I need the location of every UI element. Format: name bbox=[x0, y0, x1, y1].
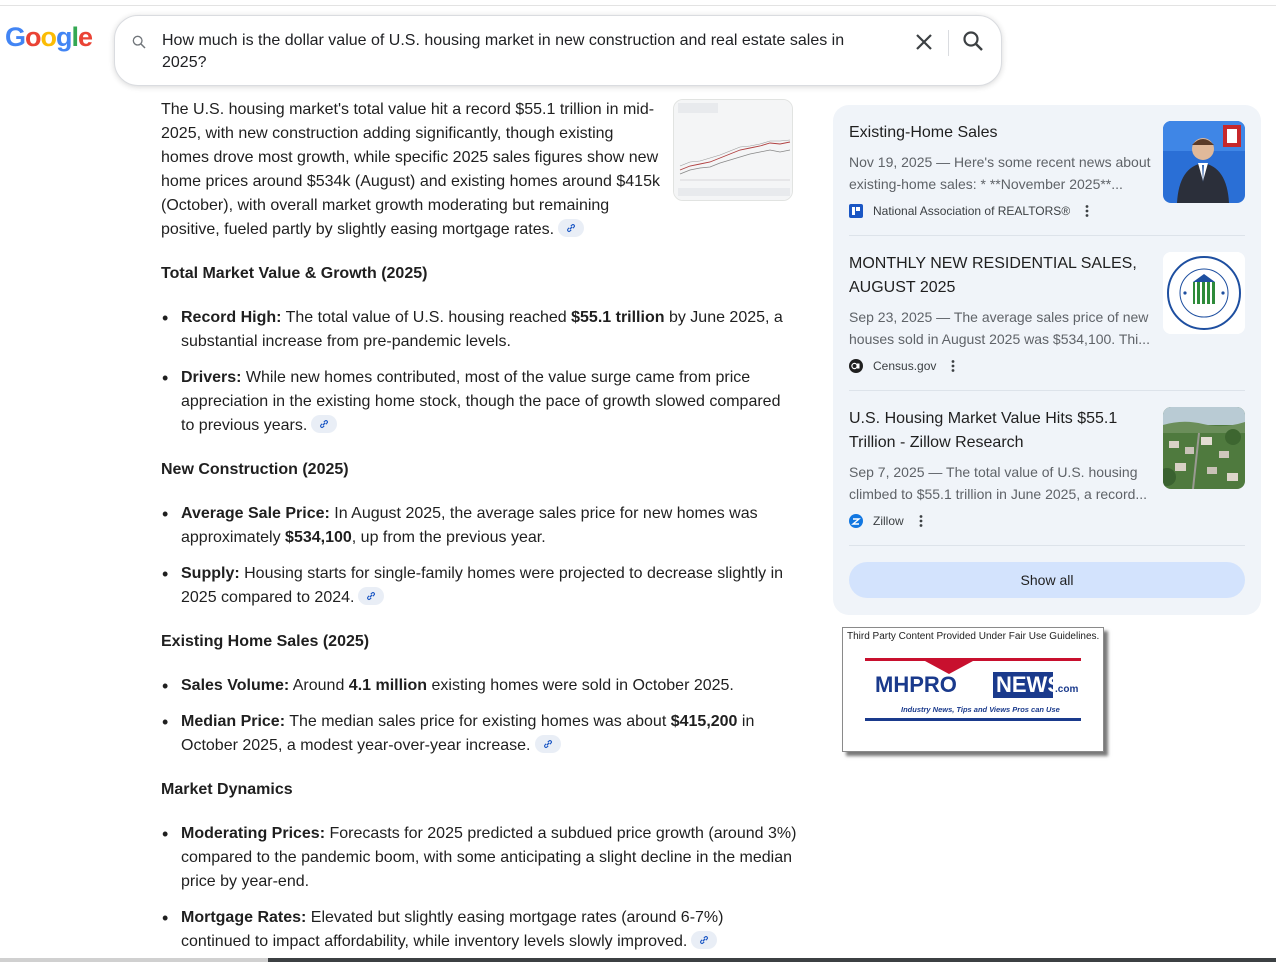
source-card-title[interactable]: U.S. Housing Market Value Hits $55.1 Trillion - Zillow Research bbox=[849, 410, 1118, 451]
item-text: The total value of U.S. housing reached bbox=[281, 309, 572, 326]
item-lead: Drivers: bbox=[181, 369, 242, 386]
item-text: Housing starts for single-family homes were projected to decrease slightly in 2025 compared to 2024. bbox=[181, 565, 784, 606]
zillow-favicon-icon bbox=[849, 514, 863, 528]
clear-icon[interactable] bbox=[912, 30, 936, 54]
logo-letter: G bbox=[5, 22, 26, 52]
bullet-list bbox=[161, 674, 797, 758]
intro-paragraph bbox=[161, 98, 661, 242]
item-text: , up from the previous year. bbox=[351, 529, 546, 546]
search-button-icon[interactable] bbox=[961, 29, 985, 53]
more-options-icon[interactable] bbox=[914, 514, 928, 528]
source-name: National Association of REALTORS® bbox=[873, 204, 1071, 218]
bullet-list bbox=[161, 822, 797, 954]
logo-letter: l bbox=[71, 22, 79, 52]
ai-overview bbox=[161, 98, 797, 962]
nar-favicon-icon bbox=[849, 204, 863, 218]
citation-link-icon[interactable] bbox=[358, 587, 384, 605]
section-heading: Market Dynamics bbox=[161, 781, 293, 798]
citation-link-icon[interactable] bbox=[311, 415, 337, 433]
mhpro-wordmark: MHPRO bbox=[875, 672, 957, 697]
hud-seal-thumbnail[interactable] bbox=[1163, 252, 1245, 334]
list-item bbox=[181, 366, 797, 438]
item-lead: Record High: bbox=[181, 309, 282, 326]
more-options-icon[interactable] bbox=[1080, 204, 1094, 218]
source-name: Census.gov bbox=[873, 359, 937, 373]
citation-link-icon[interactable] bbox=[558, 219, 584, 237]
top-divider bbox=[0, 5, 1276, 6]
bullet-list bbox=[161, 502, 797, 610]
item-lead: Mortgage Rates: bbox=[181, 909, 307, 926]
list-item bbox=[181, 674, 797, 698]
item-bold: 4.1 million bbox=[348, 677, 428, 694]
more-options-icon[interactable] bbox=[946, 359, 960, 373]
item-text: Around bbox=[289, 677, 349, 694]
source-card-source bbox=[849, 511, 1245, 531]
item-lead: Median Price: bbox=[181, 713, 286, 730]
section-heading: New Construction (2025) bbox=[161, 461, 349, 478]
bottom-bar-segment bbox=[0, 958, 268, 962]
logo-letter: o bbox=[25, 22, 41, 52]
news-anchor-thumbnail[interactable] bbox=[1163, 121, 1245, 203]
item-bold: $415,200 bbox=[670, 713, 738, 730]
source-name: Zillow bbox=[873, 514, 904, 528]
item-bold: $534,100 bbox=[285, 529, 352, 546]
list-item bbox=[181, 562, 797, 610]
logo-letter: e bbox=[78, 22, 93, 52]
fair-use-caption: Third Party Content Provided Under Fair Use Guidelines. bbox=[847, 631, 1100, 642]
logo-letter: o bbox=[40, 22, 57, 52]
item-bold: $55.1 trillion bbox=[571, 309, 665, 326]
source-card[interactable] bbox=[849, 121, 1245, 221]
source-card[interactable] bbox=[849, 252, 1245, 376]
search-icon bbox=[131, 34, 147, 50]
item-text: existing homes were sold in October 2025. bbox=[427, 677, 734, 694]
source-card-snippet: Nov 19, 2025 — Here's some recent news about existing-home sales: * **November 2025**... bbox=[849, 154, 1151, 192]
mhpro-tagline: Industry News, Tips and Views Pros can Use bbox=[901, 705, 1060, 714]
bullet-list bbox=[161, 306, 797, 438]
item-lead: Sales Volume: bbox=[181, 677, 290, 694]
citation-link-icon[interactable] bbox=[691, 931, 717, 949]
list-item bbox=[181, 710, 797, 758]
census-favicon-icon bbox=[849, 359, 863, 373]
source-card-source bbox=[849, 201, 1245, 221]
item-text: While new homes contributed, most of the value surge came from price appreciation in the existing home stock, though the pace of growth slowed compared to previous years. bbox=[181, 369, 781, 434]
item-lead: Average Sale Price: bbox=[181, 505, 330, 522]
card-divider bbox=[849, 390, 1245, 391]
source-card-snippet: Sep 7, 2025 — The total value of U.S. housing climbed to $55.1 trillion in June 2025, a record... bbox=[849, 464, 1148, 502]
chart-thumbnail[interactable] bbox=[673, 99, 793, 201]
source-card[interactable] bbox=[849, 407, 1245, 531]
source-card-title[interactable]: MONTHLY NEW RESIDENTIAL SALES, AUGUST 2025 bbox=[849, 255, 1137, 296]
list-item bbox=[181, 822, 797, 894]
card-divider bbox=[849, 545, 1245, 546]
search-input[interactable]: How much is the dollar value of U.S. housing market in new construction and real estate sales in 2025? bbox=[162, 32, 845, 71]
logo-letter: g bbox=[56, 22, 72, 52]
item-text: The median sales price for existing homes was about bbox=[285, 713, 671, 730]
item-text: by June 2025, a substantial increase from pre-pandemic levels. bbox=[181, 309, 783, 350]
source-card-snippet: Sep 23, 2025 — The average sales price of new houses sold in August 2025 was $534,100. Thi... bbox=[849, 309, 1150, 347]
google-logo[interactable] bbox=[5, 22, 92, 53]
search-box[interactable] bbox=[114, 15, 1002, 86]
aerial-neighborhood-thumbnail[interactable] bbox=[1163, 407, 1245, 489]
search-divider bbox=[948, 30, 949, 56]
mhpronews-logo-box bbox=[842, 627, 1104, 752]
show-all-button[interactable]: Show all bbox=[849, 562, 1245, 598]
card-divider bbox=[849, 235, 1245, 236]
intro-text: The U.S. housing market's total value hit a record $55.1 trillion in mid-2025, with new construction adding significantly, though existing homes drove most growth, while specific 2025 sales figures show new home prices around $534k (August) and existing homes around $415k (October), with overall market growth moderating but remaining positive, fueled partly by slightly easing mortgage rates. bbox=[161, 101, 660, 238]
section-heading: Total Market Value & Growth (2025) bbox=[161, 265, 428, 282]
item-text: in October 2025, a modest year-over-year increase. bbox=[181, 713, 755, 754]
section-heading: Existing Home Sales (2025) bbox=[161, 633, 370, 650]
list-item bbox=[181, 306, 797, 354]
list-item bbox=[181, 502, 797, 550]
sources-panel bbox=[833, 105, 1261, 615]
source-card-title[interactable]: Existing-Home Sales bbox=[849, 124, 998, 141]
item-text: In August 2025, the average sales price for new homes was approximately bbox=[181, 505, 758, 546]
source-card-source bbox=[849, 356, 1245, 376]
item-lead: Moderating Prices: bbox=[181, 825, 326, 842]
item-text: Forecasts for 2025 predicted a subdued price growth (around 3%) compared to the pandemic boom, with some anticipating a slight decline in the median price by year-end. bbox=[181, 825, 797, 890]
item-text: Elevated but slightly easing mortgage rates (around 6-7%) continued to impact affordability, while inventory levels slowly improved. bbox=[181, 909, 724, 950]
citation-link-icon[interactable] bbox=[535, 735, 561, 753]
news-wordmark: NEWS bbox=[996, 672, 1062, 697]
list-item bbox=[181, 906, 797, 954]
item-lead: Supply: bbox=[181, 565, 240, 582]
mhpronews-logo bbox=[865, 654, 1083, 726]
com-wordmark: .com bbox=[1055, 684, 1079, 695]
